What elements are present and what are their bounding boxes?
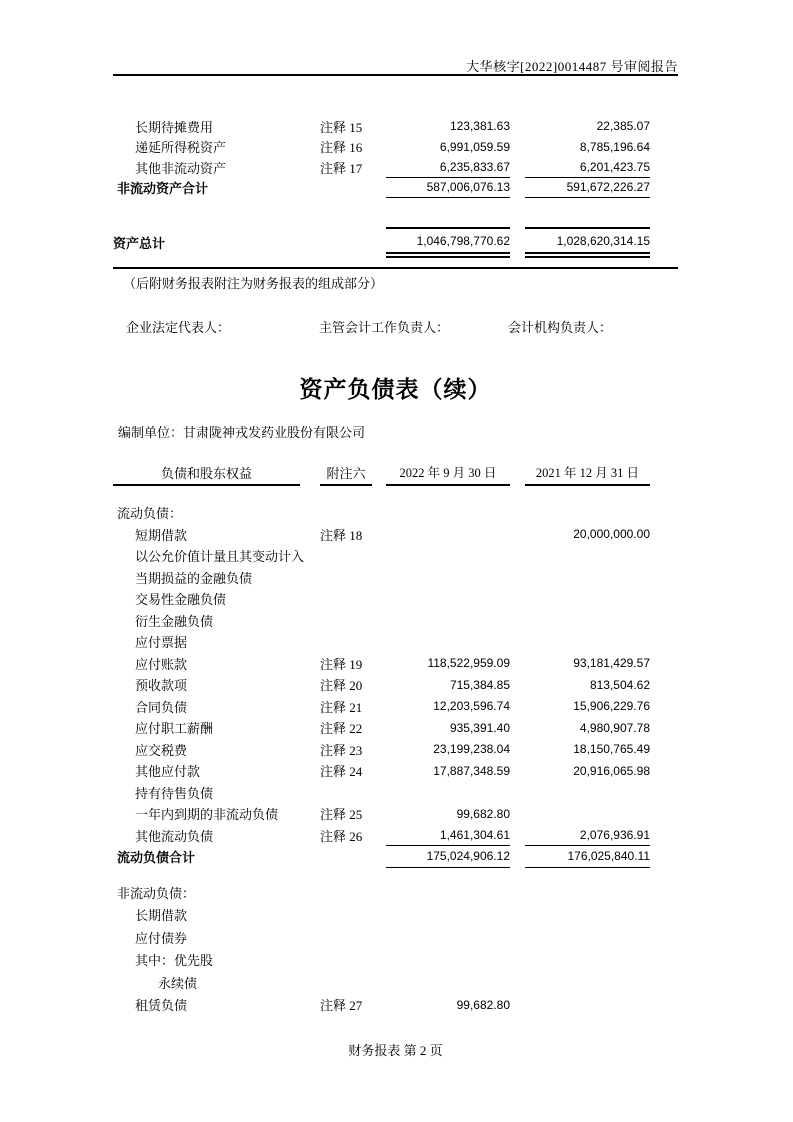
row-prior-period-value — [525, 926, 650, 949]
row-prior-period-value: 18,150,765.49 — [573, 742, 650, 757]
row-prior-period-value: 591,672,226.27 — [525, 178, 650, 199]
row-prior-period-value: 15,906,229.76 — [573, 699, 650, 714]
row-prior-period-value: 2,076,936.91 — [525, 825, 650, 847]
header-rule — [113, 74, 678, 76]
row-current-period-value — [386, 567, 510, 589]
row-current-period-value — [386, 502, 510, 524]
row-note-reference: 注释 16 — [320, 140, 363, 156]
row-current-period-value: 175,024,906.12 — [386, 846, 510, 868]
row-note-reference: 注释 24 — [320, 764, 363, 780]
row-label: 持有待售负债 — [135, 785, 214, 801]
table-row — [113, 137, 650, 158]
row-note-reference: 注释 25 — [320, 807, 363, 823]
notes-attachment-line: （后附财务报表附注为财务报表的组成部分） — [123, 276, 384, 291]
row-label: 流动负债合计 — [117, 850, 196, 866]
row-note-reference: 注释 15 — [320, 119, 363, 135]
row-current-period-value — [386, 971, 510, 994]
row-prior-period-value — [525, 881, 650, 904]
row-label: 非流动资产合计 — [117, 181, 209, 197]
row-note-reference — [320, 610, 372, 632]
row-note-reference: 注释 22 — [320, 721, 363, 737]
row-prior-period-value — [525, 803, 650, 825]
row-current-period-value: 12,203,596.74 — [433, 699, 510, 714]
row-note-reference — [320, 846, 372, 868]
row-current-period-value: 123,381.63 — [449, 119, 510, 134]
row-current-period-value: 1,461,304.61 — [386, 825, 510, 847]
row-label: 永续债 — [158, 975, 198, 991]
column-header-item: 负债和股东权益 — [113, 460, 300, 486]
column-header-prior-date: 2021 年 12 月 31 日 — [525, 460, 650, 486]
row-prior-period-value: 8,785,196.64 — [579, 139, 650, 154]
row-prior-period-value — [525, 971, 650, 994]
table-row — [113, 760, 650, 782]
table-row — [113, 631, 650, 653]
row-label: 衍生金融负债 — [135, 613, 214, 629]
row-current-period-value — [386, 588, 510, 610]
row-note-reference — [320, 588, 372, 610]
row-label: 应付职工薪酬 — [135, 721, 214, 737]
current-liabilities-section — [113, 502, 650, 868]
row-note-reference — [320, 782, 372, 804]
row-prior-period-value — [525, 502, 650, 524]
row-prior-period-value — [525, 588, 650, 610]
table-row — [113, 157, 650, 178]
row-prior-period-value: 22,385.07 — [596, 119, 650, 134]
row-current-period-value: 715,384.85 — [449, 677, 510, 692]
table-row — [113, 881, 650, 904]
table-row — [113, 545, 650, 567]
table-row — [113, 696, 650, 718]
row-note-reference — [320, 567, 372, 589]
total-assets-current-value: 1,046,798,770.62 — [386, 227, 510, 258]
row-label: 其他应付款 — [135, 764, 201, 780]
liabilities-table-header — [113, 460, 650, 486]
row-prior-period-value — [525, 782, 650, 804]
row-label: 当期损益的金融负债 — [135, 570, 253, 586]
row-prior-period-value — [525, 567, 650, 589]
chief-accounting-work-label: 主管会计工作负责人： — [319, 320, 450, 335]
row-current-period-value — [386, 949, 510, 972]
row-prior-period-value: 93,181,429.57 — [573, 656, 650, 671]
row-note-reference: 注释 23 — [320, 742, 363, 758]
row-label: 应交税费 — [135, 742, 188, 758]
row-note-reference: 注释 18 — [320, 527, 363, 543]
row-current-period-value — [386, 631, 510, 653]
table-row — [113, 674, 650, 696]
table-row — [113, 116, 650, 137]
table-row — [113, 994, 650, 1017]
row-current-period-value: 23,199,238.04 — [433, 742, 510, 757]
prepared-by-line: 编制单位：甘肃陇神戎发药业股份有限公司 — [118, 425, 366, 440]
row-current-period-value — [386, 904, 510, 927]
row-note-reference: 注释 17 — [320, 160, 363, 176]
row-label: 应付账款 — [135, 656, 188, 672]
table-row — [113, 904, 650, 927]
column-header-current-date: 2022 年 9 月 30 日 — [386, 460, 510, 486]
report-number-header: 大华核字[2022]0014487 号审阅报告 — [466, 59, 678, 74]
total-assets-label: 资产总计 — [113, 236, 166, 251]
table-row — [113, 739, 650, 761]
table-row — [113, 524, 650, 546]
accounting-body-head-label: 会计机构负责人： — [508, 320, 613, 335]
legal-representative-label: 企业法定代表人： — [126, 320, 231, 335]
row-current-period-value: 935,391.40 — [449, 720, 510, 735]
table-row — [113, 971, 650, 994]
row-current-period-value — [386, 524, 510, 546]
row-label: 其中：优先股 — [135, 953, 214, 969]
table-row — [113, 825, 650, 847]
noncurrent-liabilities-section — [113, 881, 650, 1016]
row-current-period-value — [386, 610, 510, 632]
row-note-reference — [320, 949, 372, 972]
row-label: 其他非流动资产 — [135, 160, 227, 176]
row-prior-period-value: 4,980,907.78 — [579, 720, 650, 735]
row-label: 应付票据 — [135, 635, 188, 651]
table-row — [113, 803, 650, 825]
row-note-reference — [320, 631, 372, 653]
row-prior-period-value: 813,504.62 — [589, 677, 650, 692]
total-assets-row — [113, 227, 650, 258]
row-label: 其他流动负债 — [135, 828, 214, 844]
row-prior-period-value — [525, 545, 650, 567]
row-current-period-value: 587,006,076.13 — [386, 178, 510, 199]
table-row — [113, 782, 650, 804]
balance-sheet-title: 资产负债表（续） — [299, 377, 492, 402]
row-prior-period-value — [525, 904, 650, 927]
column-header-note: 附注六 — [320, 460, 372, 486]
row-current-period-value: 6,235,833.67 — [386, 157, 510, 178]
row-prior-period-value: 6,201,423.75 — [525, 157, 650, 178]
row-prior-period-value — [525, 610, 650, 632]
row-note-reference — [320, 926, 372, 949]
row-note-reference: 注释 20 — [320, 678, 363, 694]
row-label: 长期待摊费用 — [135, 119, 214, 135]
row-label: 以公允价值计量且其变动计入 — [135, 549, 305, 565]
row-label: 租赁负债 — [135, 998, 188, 1014]
row-label: 预收款项 — [135, 678, 188, 694]
row-current-period-value: 17,887,348.59 — [433, 763, 510, 778]
row-current-period-value — [386, 545, 510, 567]
row-note-reference — [320, 178, 372, 199]
page-footer: 财务报表 第 2 页 — [348, 1043, 443, 1058]
row-note-reference: 注释 21 — [320, 699, 363, 715]
row-note-reference — [320, 545, 372, 567]
total-assets-prior-value: 1,028,620,314.15 — [525, 227, 650, 258]
row-current-period-value — [386, 926, 510, 949]
row-label: 交易性金融负债 — [135, 592, 227, 608]
table-row — [113, 567, 650, 589]
row-note-reference — [320, 502, 372, 524]
table-row — [113, 588, 650, 610]
table-row — [113, 178, 650, 199]
table-row — [113, 610, 650, 632]
section-separator-rule — [113, 267, 678, 269]
row-label: 合同负债 — [135, 699, 188, 715]
row-label: 短期借款 — [135, 527, 188, 543]
row-current-period-value: 99,682.80 — [456, 806, 510, 821]
row-label: 一年内到期的非流动负债 — [135, 807, 279, 823]
row-label: 流动负债： — [117, 506, 183, 522]
table-row — [113, 926, 650, 949]
row-note-reference — [320, 904, 372, 927]
total-assets-note — [320, 227, 372, 258]
row-label: 递延所得税资产 — [135, 140, 227, 156]
row-current-period-value: 118,522,959.09 — [427, 656, 510, 671]
row-note-reference — [320, 881, 372, 904]
row-note-reference: 注释 26 — [320, 828, 363, 844]
row-note-reference: 注释 27 — [320, 998, 363, 1014]
table-row — [113, 717, 650, 739]
row-note-reference: 注释 19 — [320, 656, 363, 672]
assets-table-continuation — [113, 116, 650, 198]
row-prior-period-value — [525, 949, 650, 972]
table-row — [113, 653, 650, 675]
row-prior-period-value: 20,916,065.98 — [573, 763, 650, 778]
row-note-reference — [320, 971, 372, 994]
table-row — [113, 502, 650, 524]
table-row — [113, 949, 650, 972]
row-label: 长期借款 — [135, 908, 188, 924]
row-label: 非流动负债： — [117, 885, 196, 901]
row-current-period-value — [386, 782, 510, 804]
row-label: 应付债券 — [135, 930, 188, 946]
table-row — [113, 846, 650, 868]
row-current-period-value — [386, 881, 510, 904]
row-prior-period-value — [525, 994, 650, 1017]
row-prior-period-value: 20,000,000.00 — [573, 527, 650, 542]
row-prior-period-value: 176,025,840.11 — [525, 846, 650, 868]
row-prior-period-value — [525, 631, 650, 653]
row-current-period-value: 6,991,059.59 — [439, 139, 510, 154]
row-current-period-value: 99,682.80 — [456, 997, 510, 1012]
